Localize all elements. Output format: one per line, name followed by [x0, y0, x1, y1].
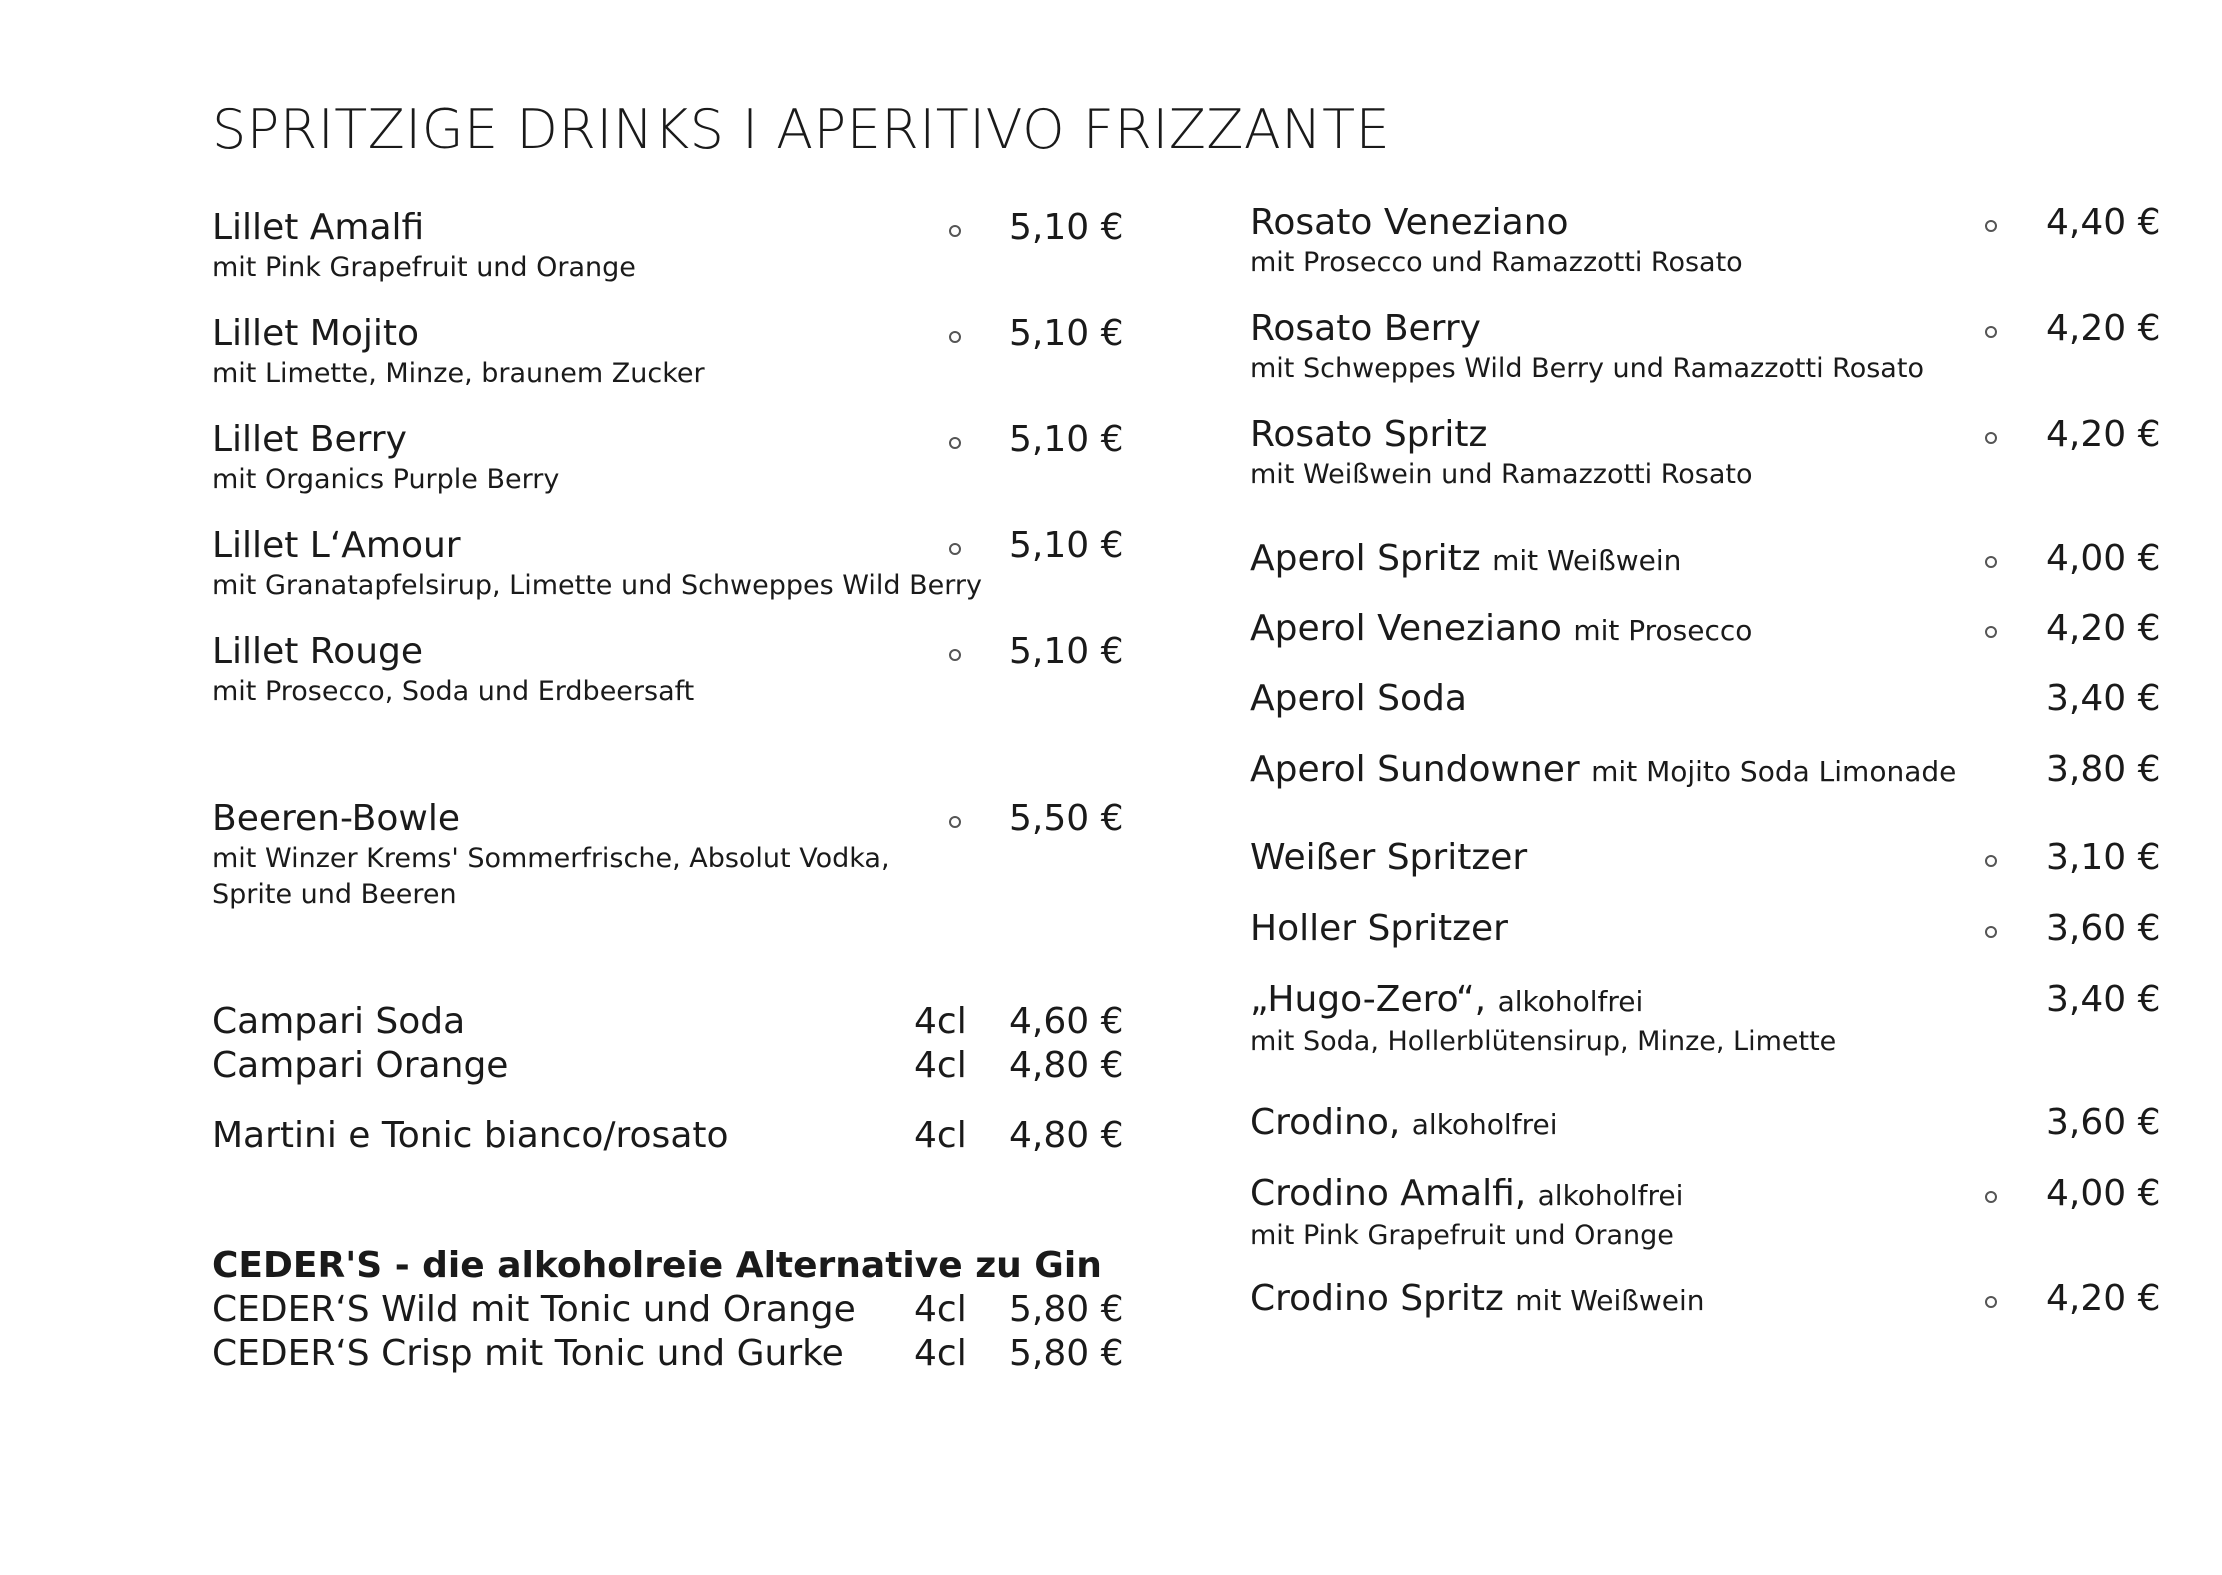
- item-description: mit Mojito Soda Limonade: [1591, 755, 1957, 788]
- item-price: 3,40 €: [2046, 678, 2161, 719]
- item-volume: 4cl: [914, 1045, 967, 1086]
- menu-item-martini-tonic: [212, 1114, 729, 1158]
- item-description: mit Pink Grapefruit und Orange: [1250, 1220, 1674, 1251]
- item-description: mit Winzer Krems' Sommerfrische, Absolut Vodka,: [212, 843, 890, 874]
- circle-marker-icon: [949, 649, 961, 661]
- circle-marker-icon: [1985, 1296, 1997, 1308]
- item-description: mit Weißwein und Ramazzotti Rosato: [1250, 459, 1753, 490]
- page-title: SPRITZIGE DRINKS I APERITIVO FRIZZANTE: [212, 98, 1391, 161]
- item-name: Aperol Soda: [1250, 678, 1467, 719]
- item-name: Weißer Spritzer: [1250, 837, 1528, 878]
- menu-item-rosato-spritz: [1250, 413, 1753, 493]
- item-description: mit Prosecco: [1573, 614, 1753, 647]
- item-name: Martini e Tonic bianco/rosato: [212, 1115, 729, 1156]
- menu-item-ceders-wild: [212, 1288, 856, 1332]
- menu-item-crodino-spritz: [1250, 1277, 1705, 1323]
- circle-marker-icon: [949, 816, 961, 828]
- menu-item-lillet-mojito: [212, 312, 705, 392]
- item-note: alkoholfrei: [1411, 1108, 1558, 1141]
- item-price: 5,10 €: [1009, 525, 1124, 566]
- item-description: mit Soda, Hollerblütensirup, Minze, Limette: [1250, 1026, 1837, 1057]
- item-price: 5,10 €: [1009, 313, 1124, 354]
- item-name: „Hugo-Zero“,: [1250, 979, 1487, 1020]
- item-price: 4,60 €: [1009, 1001, 1124, 1042]
- item-price: 4,20 €: [2046, 608, 2161, 649]
- item-description: mit Weißwein: [1515, 1284, 1705, 1317]
- item-volume: 4cl: [914, 1001, 967, 1042]
- menu-item-campari-orange: [212, 1044, 508, 1088]
- item-name: Lillet Mojito: [212, 313, 419, 354]
- item-description: mit Prosecco, Soda und Erdbeersaft: [212, 676, 695, 707]
- circle-marker-icon: [1985, 556, 1997, 568]
- item-price: 4,80 €: [1009, 1115, 1124, 1156]
- menu-item-holler-spritzer: [1250, 907, 1508, 951]
- circle-marker-icon: [1985, 1191, 1997, 1203]
- item-price: 4,40 €: [2046, 202, 2161, 243]
- item-description: mit Schweppes Wild Berry und Ramazzotti Rosato: [1250, 353, 1924, 384]
- item-note: alkoholfrei: [1537, 1179, 1684, 1212]
- menu-item-aperol-spritz: [1250, 537, 1681, 583]
- item-price: 5,10 €: [1009, 419, 1124, 460]
- item-price: 4,00 €: [2046, 1173, 2161, 1214]
- circle-marker-icon: [949, 437, 961, 449]
- menu-item-rosato-berry: [1250, 307, 1924, 387]
- menu-item-hugo-zero: [1250, 978, 1836, 1060]
- item-price: 5,10 €: [1009, 207, 1124, 248]
- item-price: 5,50 €: [1009, 798, 1124, 839]
- item-price: 3,40 €: [2046, 979, 2161, 1020]
- item-price: 5,80 €: [1009, 1333, 1124, 1374]
- item-price: 3,60 €: [2046, 908, 2161, 949]
- item-name: Crodino Spritz: [1250, 1278, 1504, 1319]
- item-description: mit Weißwein: [1492, 544, 1682, 577]
- item-price: 4,00 €: [2046, 538, 2161, 579]
- item-name: Beeren-Bowle: [212, 798, 460, 839]
- circle-marker-icon: [1985, 220, 1997, 232]
- menu-item-crodino: [1250, 1101, 1557, 1147]
- menu-item-lillet-lamour: [212, 524, 982, 604]
- menu-item-ceders-crisp: [212, 1332, 844, 1376]
- item-name: Crodino Amalfi,: [1250, 1173, 1527, 1214]
- item-note: alkoholfrei: [1497, 985, 1644, 1018]
- menu-item-weisser-spritzer: [1250, 836, 1527, 880]
- circle-marker-icon: [1985, 626, 1997, 638]
- item-name: Crodino,: [1250, 1102, 1401, 1143]
- circle-marker-icon: [949, 331, 961, 343]
- circle-marker-icon: [1985, 326, 1997, 338]
- item-price: 3,80 €: [2046, 749, 2161, 790]
- item-price: 3,60 €: [2046, 1102, 2161, 1143]
- circle-marker-icon: [949, 543, 961, 555]
- circle-marker-icon: [1985, 432, 1997, 444]
- section-heading-ceders: CEDER'S - die alkoholreie Alternative zu Gin: [212, 1245, 1102, 1286]
- item-name: Lillet Amalfi: [212, 207, 425, 248]
- item-name: Campari Soda: [212, 1001, 466, 1042]
- item-name: Aperol Sundowner: [1250, 749, 1580, 790]
- item-name: CEDER‘S Wild mit Tonic und Orange: [212, 1289, 856, 1330]
- menu-item-rosato-veneziano: [1250, 201, 1743, 281]
- item-price: 5,10 €: [1009, 631, 1124, 672]
- item-name: Rosato Veneziano: [1250, 202, 1569, 243]
- item-name: Rosato Berry: [1250, 308, 1481, 349]
- item-price: 3,10 €: [2046, 837, 2161, 878]
- item-description: mit Pink Grapefruit und Orange: [212, 252, 636, 283]
- menu-item-aperol-sundowner: [1250, 748, 1956, 794]
- item-name: CEDER‘S Crisp mit Tonic und Gurke: [212, 1333, 844, 1374]
- menu-item-lillet-rouge: [212, 630, 694, 710]
- item-name: Aperol Veneziano: [1250, 608, 1562, 649]
- item-volume: 4cl: [914, 1115, 967, 1156]
- item-price: 4,20 €: [2046, 308, 2161, 349]
- item-name: Lillet Rouge: [212, 631, 424, 672]
- item-price: 4,80 €: [1009, 1045, 1124, 1086]
- item-name: Campari Orange: [212, 1045, 509, 1086]
- menu-item-lillet-berry: [212, 418, 559, 498]
- item-name: Rosato Spritz: [1250, 414, 1488, 455]
- item-price: 4,20 €: [2046, 414, 2161, 455]
- item-price: 4,20 €: [2046, 1278, 2161, 1319]
- menu-item-crodino-amalfi: [1250, 1172, 1683, 1254]
- item-description: mit Granatapfelsirup, Limette und Schweppes Wild Berry: [212, 570, 982, 601]
- menu-item-aperol-soda: [1250, 677, 1467, 721]
- menu-item-aperol-veneziano: [1250, 607, 1752, 653]
- item-description-line-2: Sprite und Beeren: [212, 879, 457, 910]
- circle-marker-icon: [1985, 855, 1997, 867]
- menu-item-beeren-bowle: [212, 797, 890, 913]
- item-description: mit Prosecco und Ramazzotti Rosato: [1250, 247, 1743, 278]
- item-description: mit Limette, Minze, braunem Zucker: [212, 358, 705, 389]
- item-volume: 4cl: [914, 1289, 967, 1330]
- circle-marker-icon: [1985, 926, 1997, 938]
- item-volume: 4cl: [914, 1333, 967, 1374]
- item-name: Lillet Berry: [212, 419, 407, 460]
- item-name: Aperol Spritz: [1250, 538, 1481, 579]
- item-price: 5,80 €: [1009, 1289, 1124, 1330]
- menu-item-lillet-amalfi: [212, 206, 636, 286]
- item-name: Lillet L‘Amour: [212, 525, 461, 566]
- circle-marker-icon: [949, 225, 961, 237]
- item-name: Holler Spritzer: [1250, 908, 1508, 949]
- menu-item-campari-soda: [212, 1000, 465, 1044]
- item-description: mit Organics Purple Berry: [212, 464, 560, 495]
